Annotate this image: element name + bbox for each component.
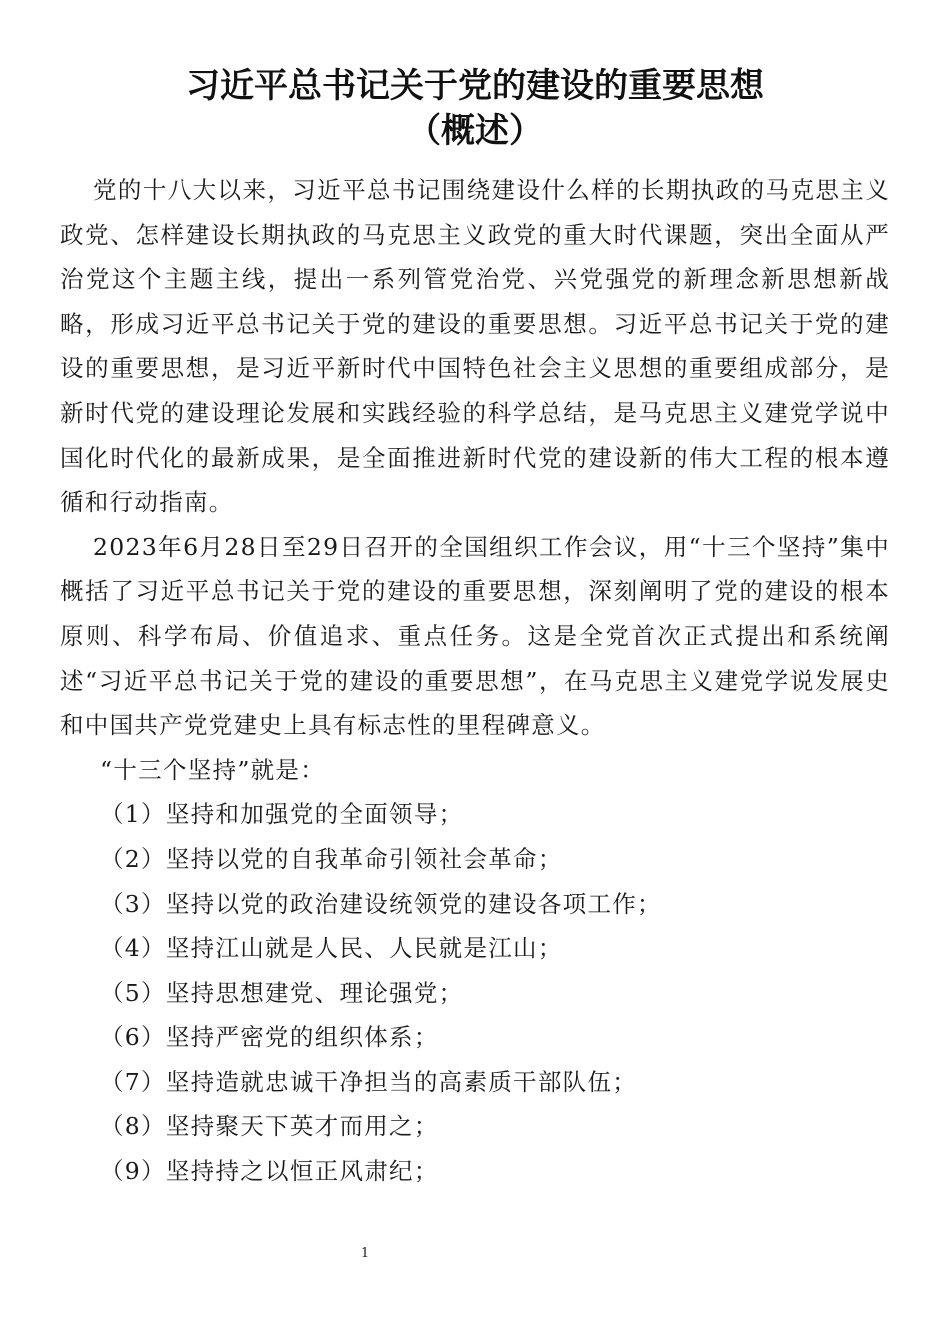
list-item: （4）坚持江山就是人民、人民就是江山； <box>100 934 563 963</box>
document-title: 习近平总书记关于党的建设的重要思想 <box>186 66 764 106</box>
list-item: （2）坚持以党的自我革命引领社会革命； <box>100 844 563 873</box>
paragraph-intro: 党的十八大以来，习近平总书记围绕建设什么样的长期执政的马克思主义政党、怎样建设长期执政的马克思主义政党的重大时代课题，突出全面从严治党这个主题主线，提出一系列管党治党、兴党强党的新理念新思想新战略，形成习近平总书记关于党的建设的重要思想。习近平总书记关于党的建设的重要思想，是习近平新时代中国特色社会主义思想的重要组成部分，是新时代党的建设理论发展和实践经验的科学总结，是马克思主义建党学说中国化时代化的最新成果，是全面推进新时代党的建设新的伟大工程的根本遵循和行动指南。 <box>60 176 890 517</box>
list-item: （8）坚持聚天下英才而用之； <box>100 1112 439 1141</box>
list-item: （7）坚持造就忠诚干净担当的高素质干部队伍； <box>100 1067 638 1096</box>
list-item: （3）坚持以党的政治建设统领党的建设各项工作； <box>100 889 662 918</box>
document-subtitle: （概述） <box>407 111 543 151</box>
list-item: （5）坚持思想建党、理论强党； <box>100 978 464 1007</box>
list-item: （1）坚持和加强党的全面领导； <box>100 800 464 829</box>
document-body <box>60 168 890 1194</box>
thirteen-persistences-list <box>60 792 890 1193</box>
list-item: （9）坚持持之以恒正风肃纪； <box>100 1157 439 1186</box>
paragraph-list-lead: “十三个坚持”就是： <box>100 755 326 784</box>
list-item: （6）坚持严密党的组织体系； <box>100 1023 439 1052</box>
page-number: 1 <box>360 1246 370 1261</box>
paragraph-conference: 2023年6月28日至29日召开的全国组织工作会议，用“十三个坚持”集中概括了习近平总书记关于党的建设的重要思想，深刻阐明了党的建设的根本原则、科学布局、价值追求、重点任务。这是全党首次正式提出和系统阐述“习近平总书记关于党的建设的重要思想”，在马克思主义建党学说发展史和中国共产党党建史上具有标志性的里程碑意义。 <box>60 532 890 740</box>
